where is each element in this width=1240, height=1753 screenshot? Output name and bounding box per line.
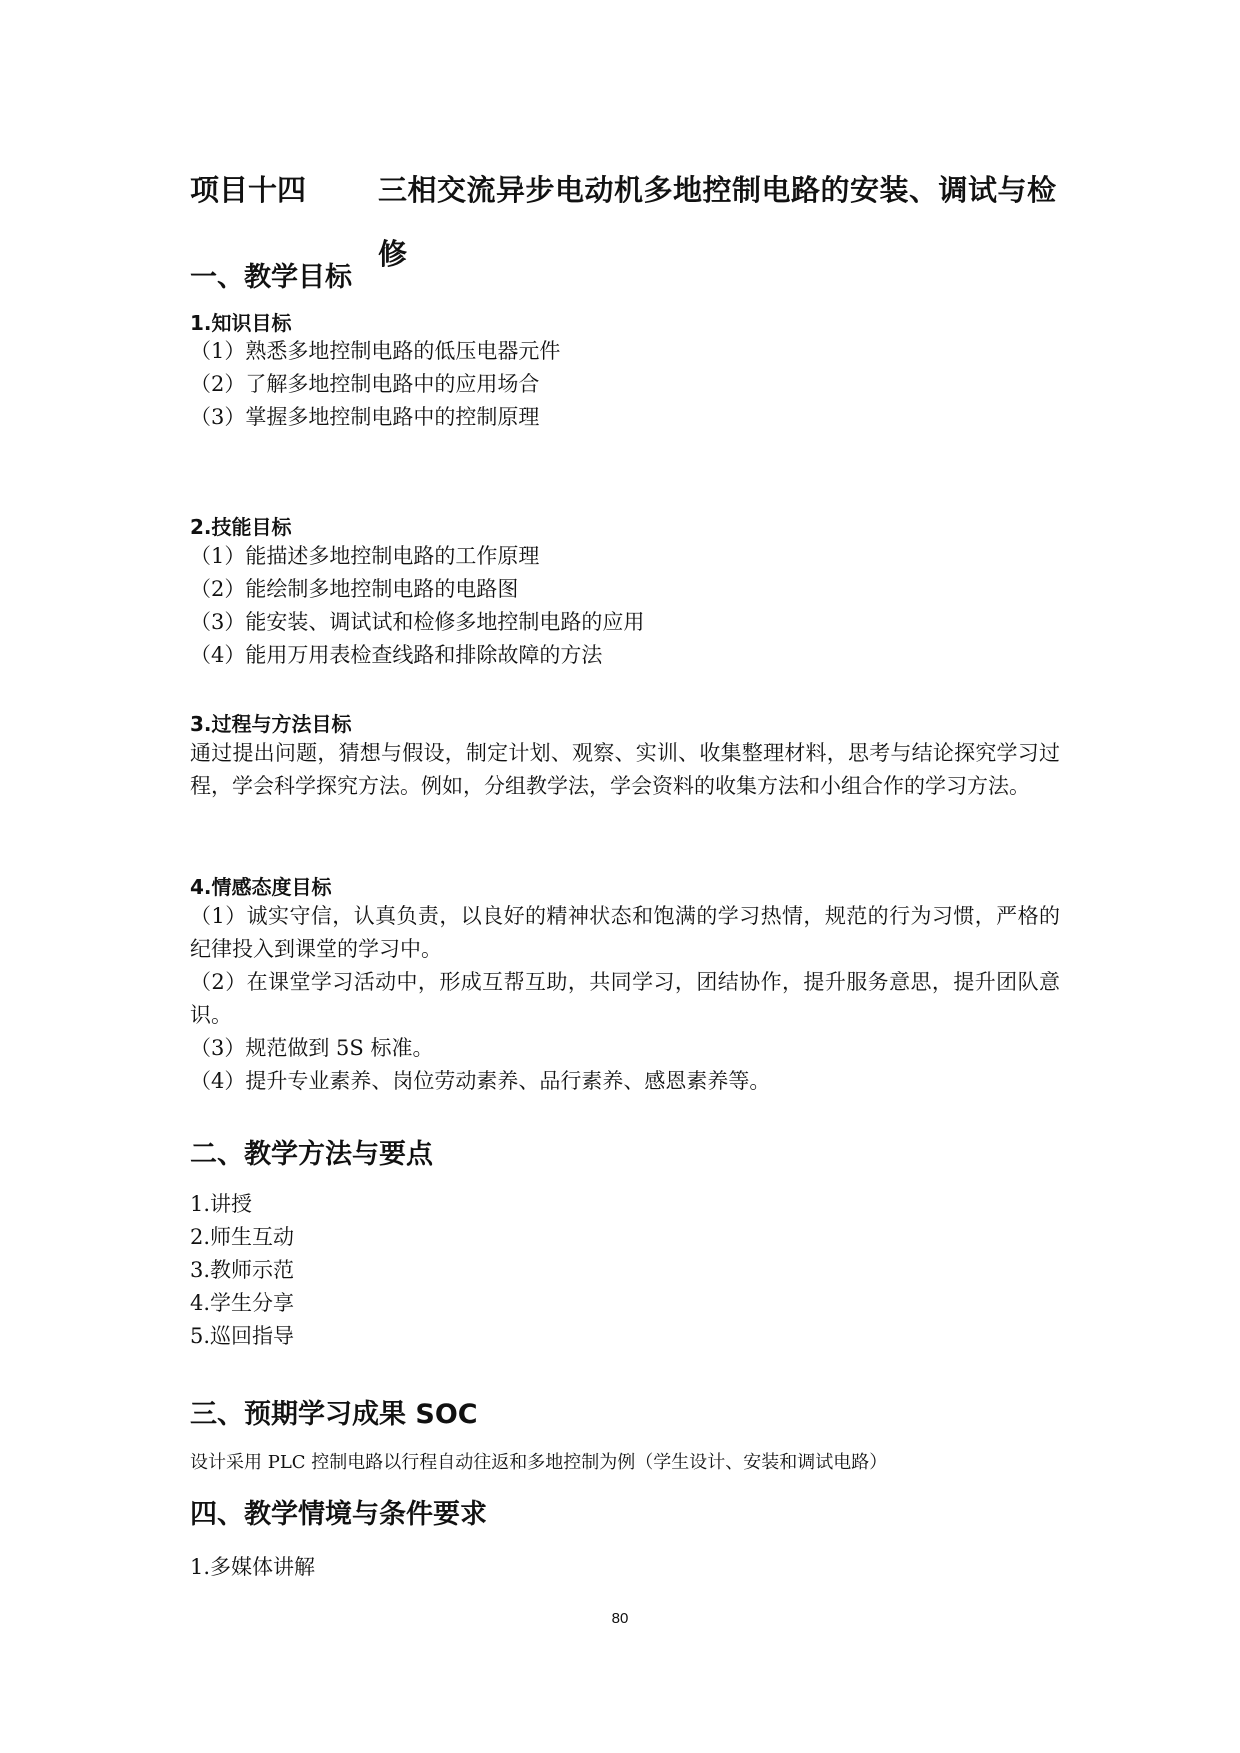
subheading-process-goals: 3.过程与方法目标 xyxy=(190,712,352,736)
subheading-knowledge-goals: 1.知识目标 xyxy=(190,311,292,335)
list-item: （3）掌握多地控制电路中的控制原理 xyxy=(190,405,540,429)
list-item: （2）了解多地控制电路中的应用场合 xyxy=(190,372,540,396)
list-item: 5.巡回指导 xyxy=(190,1324,295,1348)
list-item: （4）能用万用表检查线路和排除故障的方法 xyxy=(190,643,603,667)
section-heading-teaching-context: 四、教学情境与条件要求 xyxy=(190,1499,487,1530)
teaching-methods-list xyxy=(190,1188,1060,1353)
list-item: 4.学生分享 xyxy=(190,1291,295,1315)
subheading-emotion-goals: 4.情感态度目标 xyxy=(190,875,332,899)
process-goals-paragraph: 通过提出问题，猜想与假设，制定计划、观察、实训、收集整理材料，思考与结论探究学习过程，学会科学探究方法。例如，分组教学法，学会资料的收集方法和小组合作的学习方法。 xyxy=(190,741,1060,798)
expected-outcomes-text: 设计采用 PLC 控制电路以行程自动往返和多地控制为例（学生设计、安装和调试电路） xyxy=(190,1452,888,1473)
list-item: （4）提升专业素养、岗位劳动素养、品行素养、感恩素养等。 xyxy=(190,1069,771,1093)
emotion-goal-item: （2）在课堂学习活动中，形成互帮互助，共同学习，团结协作，提升服务意思，提升团队意识。 xyxy=(190,970,1060,1027)
list-item: （1）能描述多地控制电路的工作原理 xyxy=(190,544,540,568)
section-heading-teaching-methods: 二、教学方法与要点 xyxy=(190,1139,433,1170)
section-heading-expected-outcomes: 三、预期学习成果 SOC xyxy=(190,1399,478,1430)
list-item: 1.讲授 xyxy=(190,1192,253,1216)
project-number: 项目十四 xyxy=(190,173,307,207)
list-item: 1.多媒体讲解 xyxy=(190,1555,316,1579)
teaching-context-list xyxy=(190,1551,1060,1584)
list-item: 2.师生互动 xyxy=(190,1225,295,1249)
subheading-skill-goals: 2.技能目标 xyxy=(190,515,292,539)
list-item: （3）能安装、调试试和检修多地控制电路的应用 xyxy=(190,610,645,634)
emotion-goal-item: （1）诚实守信，认真负责，以良好的精神状态和饱满的学习热情，规范的行为习惯，严格的纪律投入到课堂的学习中。 xyxy=(190,904,1060,961)
project-title-text: 三相交流异步电动机多地控制电路的安装、调试与检修 xyxy=(378,173,1057,271)
section-heading-teaching-goals: 一、教学目标 xyxy=(190,262,352,293)
page-number: 80 xyxy=(611,1610,629,1627)
skill-goals-list xyxy=(190,540,1060,672)
list-item: （1）熟悉多地控制电路的低压电器元件 xyxy=(190,339,561,363)
list-item: （3）规范做到 5S 标准。 xyxy=(190,1036,434,1060)
list-item: （2）能绘制多地控制电路的电路图 xyxy=(190,577,519,601)
emotion-goals-list xyxy=(190,1032,1060,1098)
list-item: 3.教师示范 xyxy=(190,1258,295,1282)
knowledge-goals-list xyxy=(190,335,1060,434)
